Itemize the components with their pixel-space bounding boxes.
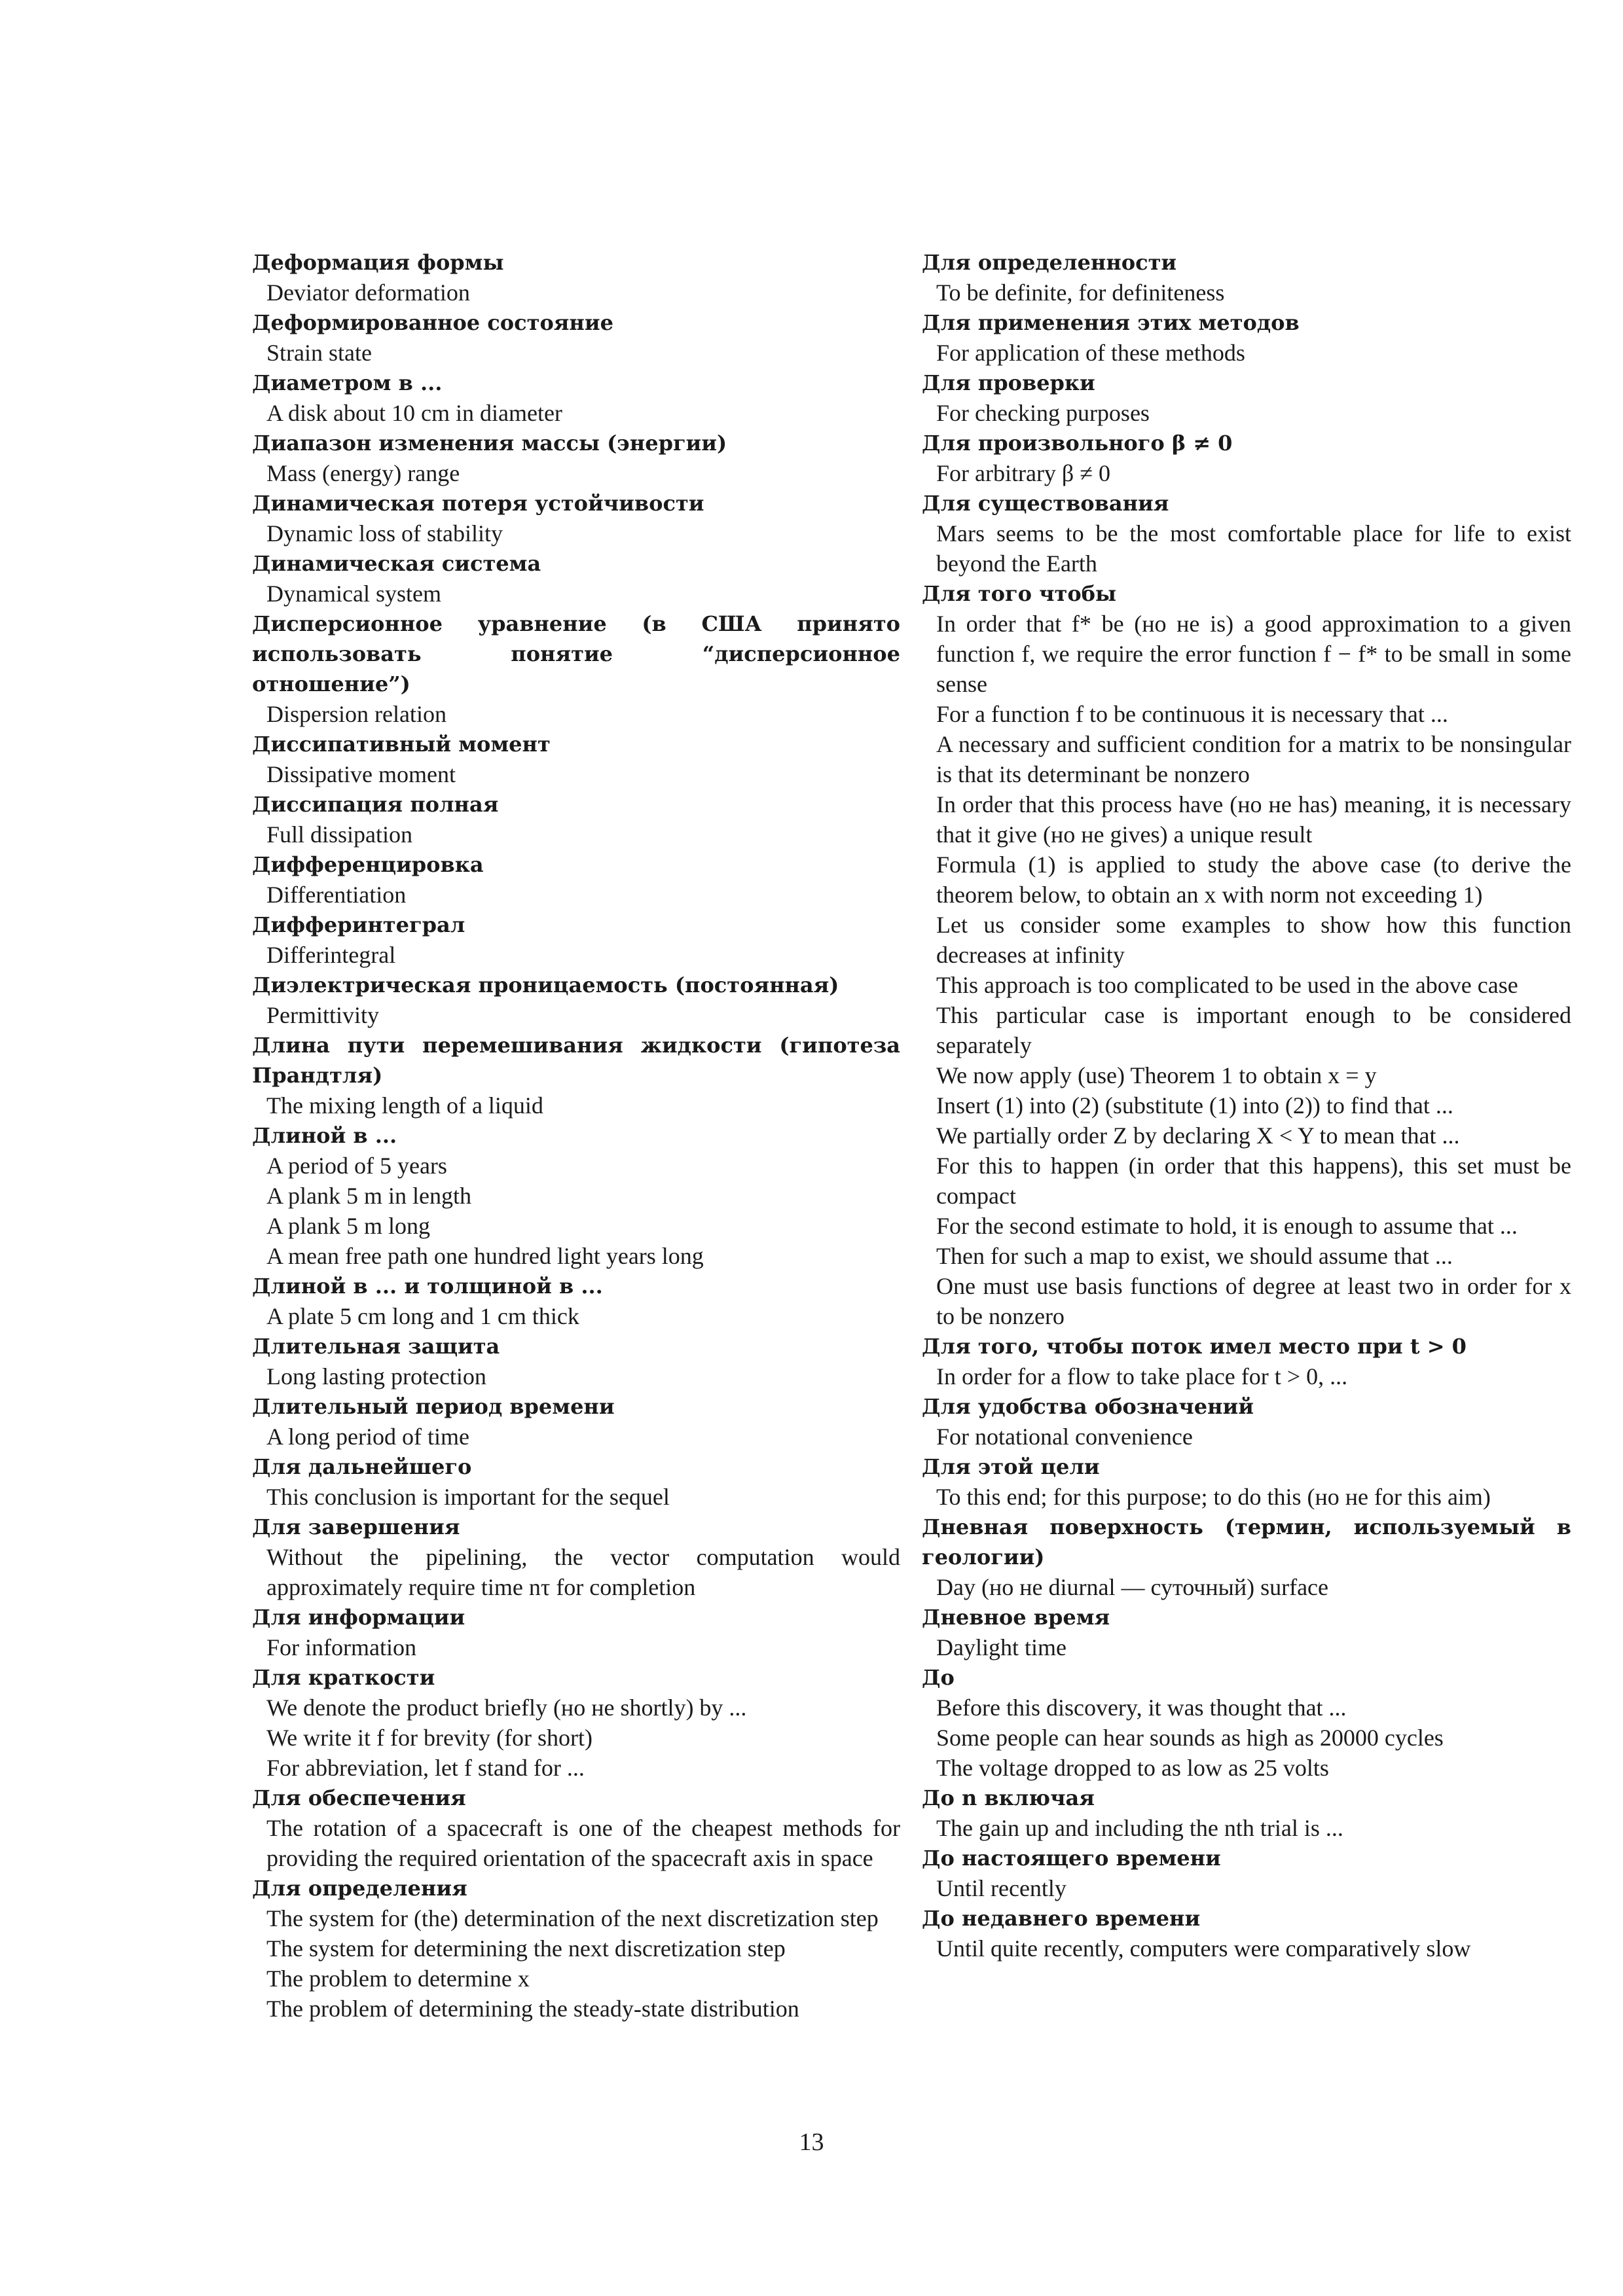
entry-translation: Then for such a map to exist, we should assume that ... <box>936 1243 1453 1269</box>
dictionary-entry <box>252 308 900 368</box>
entry-translation: For arbitrary β ≠ 0 <box>936 460 1111 486</box>
entry-term: Диссипативный момент <box>252 732 551 757</box>
entry-term: Дифференцировка <box>252 852 484 877</box>
entry-translation: The problem to determine x <box>266 1965 530 1992</box>
entry-translation: In order for a flow to take place for t > 0, ... <box>936 1363 1348 1390</box>
dictionary-entry <box>252 789 900 850</box>
entry-term: Для информации <box>252 1605 465 1630</box>
entry-translation: To be definite, for definiteness <box>936 279 1225 306</box>
dictionary-entry <box>922 1662 1571 1783</box>
entry-translation: Dissipative moment <box>266 761 456 787</box>
entry-translation: Day (но не diurnal — суточный) surface <box>936 1574 1329 1600</box>
entry-translation: Formula (1) is applied to study the above case (to derive the theorem below, to obtain an x with norm not exceeding 1) <box>936 852 1571 908</box>
entry-translation: A disk about 10 cm in diameter <box>266 400 562 426</box>
dictionary-entry <box>922 247 1571 308</box>
entry-term: Диссипация полная <box>252 792 499 817</box>
entry-translation: In order that this process have (но не has) meaning, it is necessary that it give (но не gives) a unique result <box>936 791 1571 848</box>
dictionary-entry <box>252 1391 900 1452</box>
entry-translation: For information <box>266 1634 416 1660</box>
entry-term: Длительный период времени <box>252 1394 615 1419</box>
entry-translation: Dynamical system <box>266 581 441 607</box>
dictionary-entry <box>922 1452 1571 1512</box>
entry-translation: Some people can hear sounds as high as 20000 cycles <box>936 1725 1444 1751</box>
dictionary-entry <box>922 579 1571 1331</box>
entry-translation: We write it f for brevity (for short) <box>266 1725 593 1751</box>
entry-translation: Until recently <box>936 1875 1067 1901</box>
entry-term: Для этой цели <box>922 1454 1100 1479</box>
entry-term: Для завершения <box>252 1515 460 1539</box>
entry-term: Для того чтобы <box>922 581 1117 606</box>
entry-translation: Differentiation <box>266 882 407 908</box>
entry-translation: The mixing length of a liquid <box>266 1092 543 1119</box>
dictionary-entry <box>922 1512 1571 1602</box>
entry-term: Длина пути перемешивания жидкости (гипотеза Прандтля) <box>252 1033 900 1088</box>
entry-translation: We partially order Z by declaring X < Y to mean that ... <box>936 1122 1460 1149</box>
entry-term: Длиной в ... <box>252 1123 397 1148</box>
dictionary-entry <box>252 368 900 428</box>
right-column <box>922 247 1571 1964</box>
dictionary-entry <box>252 1121 900 1271</box>
dictionary-entry <box>922 1783 1571 1843</box>
entry-translation: For this to happen (in order that this happens), this set must be compact <box>936 1153 1571 1209</box>
entry-translation: Full dissipation <box>266 821 413 848</box>
dictionary-entry <box>252 1512 900 1602</box>
entry-translation: Without the pipelining, the vector computation would approximately require time nτ for completion <box>266 1544 900 1600</box>
entry-term: Для определенности <box>922 250 1177 275</box>
dictionary-entry <box>922 1602 1571 1662</box>
entry-term: До недавнего времени <box>922 1906 1201 1931</box>
entry-translation: A mean free path one hundred light years long <box>266 1243 704 1269</box>
entry-term: Диэлектрическая проницаемость (постоянная) <box>252 973 839 997</box>
entry-term: Дисперсионное уравнение (в США принято использовать понятие “дисперсионное отношение”) <box>252 611 900 696</box>
entry-translation: We denote the product briefly (но не shortly) by ... <box>266 1695 747 1721</box>
entry-translation: This particular case is important enough to be considered separately <box>936 1002 1571 1058</box>
entry-translation: For abbreviation, let f stand for ... <box>266 1755 585 1781</box>
entry-translation: The problem of determining the steady-state distribution <box>266 1996 799 2022</box>
entry-translation: Long lasting protection <box>266 1363 486 1390</box>
entry-translation: One must use basis functions of degree at least two in order for x to be nonzero <box>936 1273 1571 1329</box>
entry-term: Для определения <box>252 1876 467 1901</box>
entry-translation: Let us consider some examples to show how this function decreases at infinity <box>936 912 1571 968</box>
entry-translation: For checking purposes <box>936 400 1150 426</box>
entry-translation: In order that f* be (но не is) a good approximation to a given function f, we require the error function f − f* to be small in some sense <box>936 611 1571 697</box>
entry-translation: Permittivity <box>266 1002 380 1028</box>
entry-term: До n включая <box>922 1785 1095 1810</box>
dictionary-entry <box>922 428 1571 488</box>
entry-translation: A necessary and sufficient condition for a matrix to be nonsingular is that its determinant be nonzero <box>936 731 1571 787</box>
entry-term: Для дальнейшего <box>252 1454 472 1479</box>
dictionary-entry <box>922 368 1571 428</box>
left-column <box>252 247 900 2024</box>
entry-term: Дневная поверхность (термин, используемый в геологии) <box>922 1515 1571 1570</box>
entry-term: Для произвольного β ≠ 0 <box>922 431 1233 456</box>
entry-term: Дифферинтеграл <box>252 912 465 937</box>
dictionary-entry <box>252 729 900 789</box>
entry-translation: Mass (energy) range <box>266 460 460 486</box>
entry-translation: For application of these methods <box>936 340 1245 366</box>
dictionary-entry <box>252 1452 900 1512</box>
entry-translation: Dispersion relation <box>266 701 447 727</box>
entry-translation: The gain up and including the nth trial is ... <box>936 1815 1343 1841</box>
page-number: 13 <box>799 2128 824 2156</box>
entry-term: Диаметром в ... <box>252 370 443 395</box>
dictionary-entry <box>922 308 1571 368</box>
entry-term: Длительная защита <box>252 1334 500 1359</box>
entry-translation: A plank 5 m long <box>266 1213 430 1239</box>
dictionary-entry <box>252 1873 900 2024</box>
entry-translation: Mars seems to be the most comfortable place for life to exist beyond the Earth <box>936 520 1571 577</box>
entry-translation: Daylight time <box>936 1634 1067 1660</box>
entry-term: Для применения этих методов <box>922 310 1300 335</box>
dictionary-entry <box>922 1331 1571 1391</box>
entry-translation: Before this discovery, it was thought that ... <box>936 1695 1347 1721</box>
entry-translation: For a function f to be continuous it is necessary that ... <box>936 701 1448 727</box>
entry-term: Длиной в ... и толщиной в ... <box>252 1274 603 1299</box>
entry-translation: The system for determining the next discretization step <box>266 1935 786 1962</box>
entry-translation: We now apply (use) Theorem 1 to obtain x = y <box>936 1062 1377 1088</box>
entry-term: Для проверки <box>922 370 1095 395</box>
entry-translation: For notational convenience <box>936 1424 1193 1450</box>
entry-translation: To this end; for this purpose; to do this (но не for this aim) <box>936 1484 1491 1510</box>
entry-translation: For the second estimate to hold, it is enough to assume that ... <box>936 1213 1518 1239</box>
dictionary-entry <box>252 609 900 729</box>
entry-translation: Dynamic loss of stability <box>266 520 503 547</box>
entry-term: Динамическая потеря устойчивости <box>252 491 704 516</box>
entry-translation: This conclusion is important for the sequel <box>266 1484 670 1510</box>
entry-term: Деформация формы <box>252 250 504 275</box>
entry-translation: This approach is too complicated to be used in the above case <box>936 972 1518 998</box>
entry-translation: A plate 5 cm long and 1 cm thick <box>266 1303 579 1329</box>
entry-translation: Until quite recently, computers were comparatively slow <box>936 1935 1471 1962</box>
dictionary-entry <box>252 1783 900 1873</box>
entry-translation: A plank 5 m in length <box>266 1183 471 1209</box>
entry-translation: The rotation of a spacecraft is one of the cheapest methods for providing the required orientation of the spacecraft axis in space <box>266 1815 900 1871</box>
dictionary-entry <box>252 428 900 488</box>
dictionary-entry <box>252 970 900 1030</box>
entry-term: Диапазон изменения массы (энергии) <box>252 431 727 456</box>
dictionary-entry <box>252 850 900 910</box>
dictionary-entry <box>252 247 900 308</box>
dictionary-entry <box>252 1662 900 1783</box>
entry-translation: The voltage dropped to as low as 25 volts <box>936 1755 1329 1781</box>
dictionary-entry <box>252 1331 900 1391</box>
entry-term: Для того, чтобы поток имел место при t > 0 <box>922 1334 1467 1359</box>
dictionary-entry <box>252 910 900 970</box>
dictionary-entry <box>922 1903 1571 1964</box>
entry-translation: A long period of time <box>266 1424 469 1450</box>
dictionary-entry <box>252 1271 900 1331</box>
dictionary-entry <box>252 1602 900 1662</box>
entry-term: Деформированное состояние <box>252 310 613 335</box>
dictionary-entry <box>252 1030 900 1121</box>
dictionary-entry <box>922 1843 1571 1903</box>
entry-translation: Deviator deformation <box>266 279 470 306</box>
dictionary-entry <box>252 488 900 548</box>
entry-translation: Differintegral <box>266 942 396 968</box>
entry-term: До <box>922 1665 955 1690</box>
dictionary-entry <box>922 1391 1571 1452</box>
entry-translation: The system for (the) determination of the next discretization step <box>266 1905 879 1931</box>
entry-term: Для удобства обозначений <box>922 1394 1254 1419</box>
entry-term: Для краткости <box>252 1665 435 1690</box>
entry-term: До настоящего времени <box>922 1846 1221 1871</box>
entry-term: Для существования <box>922 491 1169 516</box>
entry-translation: A period of 5 years <box>266 1153 447 1179</box>
entry-term: Для обеспечения <box>252 1785 466 1810</box>
entry-term: Дневное время <box>922 1605 1110 1630</box>
dictionary-entry <box>252 548 900 609</box>
entry-translation: Strain state <box>266 340 372 366</box>
entry-translation: Insert (1) into (2) (substitute (1) into (2)) to find that ... <box>936 1092 1453 1119</box>
entry-term: Динамическая система <box>252 551 541 576</box>
dictionary-entry <box>922 488 1571 579</box>
